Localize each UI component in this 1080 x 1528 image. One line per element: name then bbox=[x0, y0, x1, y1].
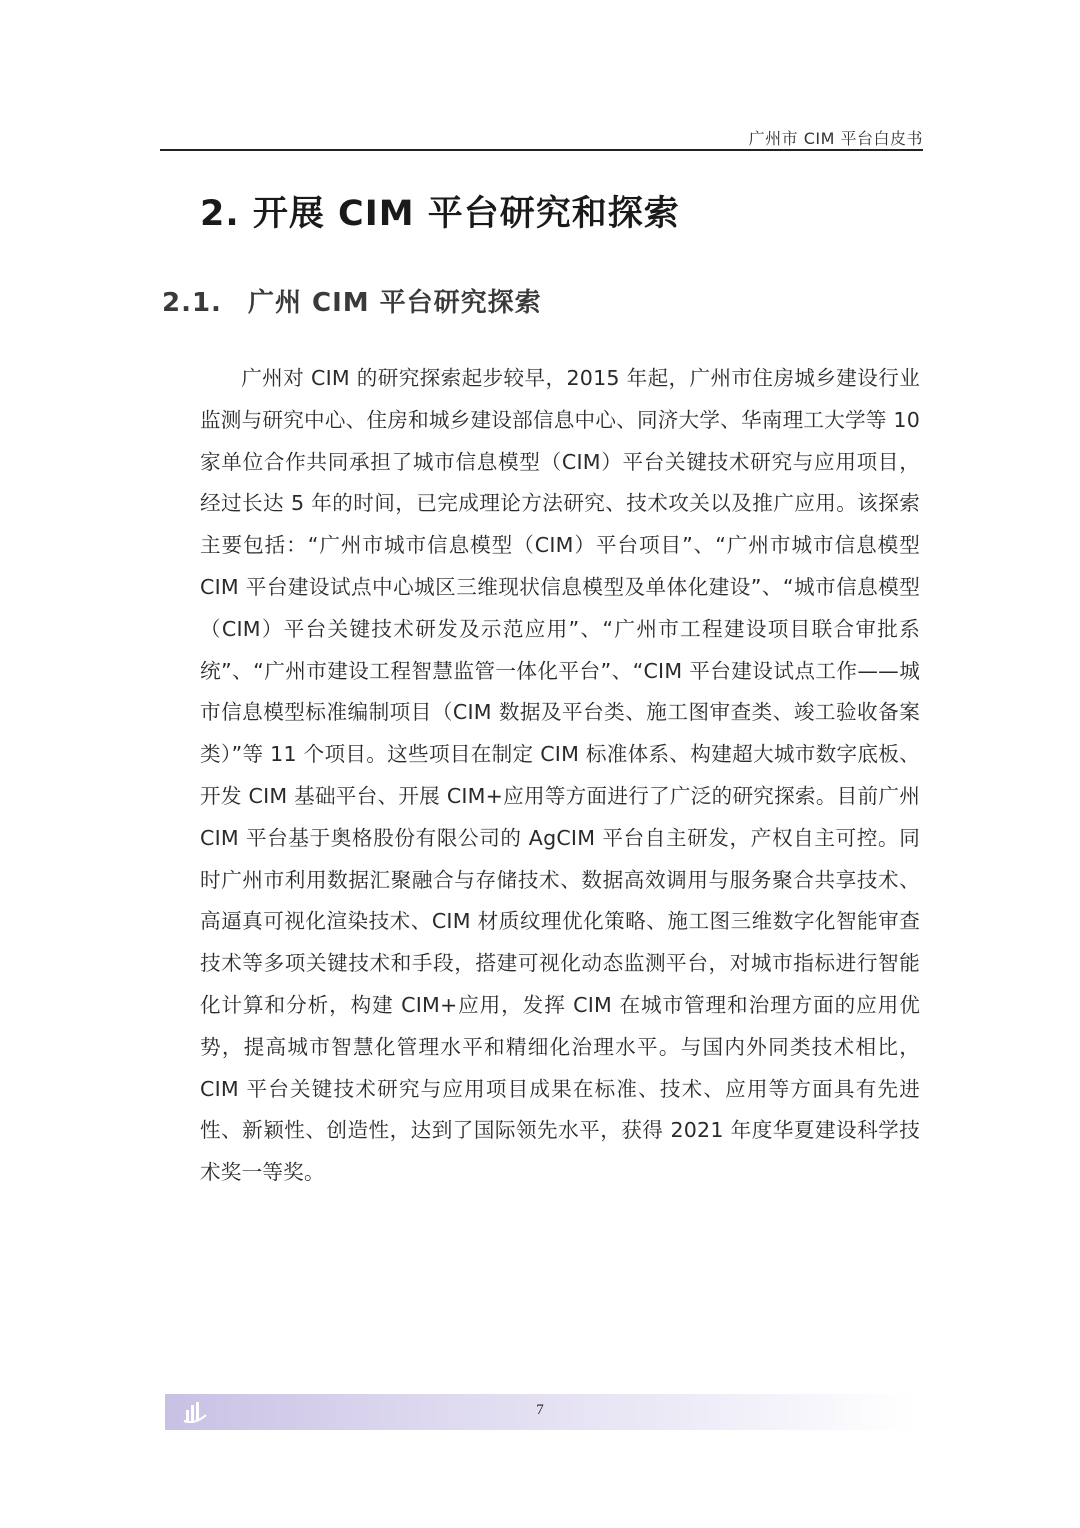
section-title: 广州 CIM 平台研究探索 bbox=[247, 288, 542, 318]
page-number: 7 bbox=[536, 1402, 544, 1418]
body-paragraph: 广州对 CIM 的研究探索起步较早，2015 年起，广州市住房城乡建设行业监测与研究中心、住房和城乡建设部信息中心、同济大学、华南理工大学等 10 家单位合作共同承担了城市信息模型（CIM）平台关键技术研究与应用项目，经过长达 5 年的时间，已完成理论方法研究、技术攻关以及推广应用。该探索主要包括：“广州市城市信息模型（CIM）平台项目”、“广州市城市信息模型 CIM 平台建设试点中心城区三维现状信息模型及单体化建设”、“城市信息模型（CIM）平台关键技术研发及示范应用”、“广州市工程建设项目联合审批系统”、“广州市建设工程智慧监管一体化平台”、“CIM 平台建设试点工作——城市信息模型标准编制项目（CIM 数据及平台类、施工图审查类、竣工验收备案类）”等 11 个项目。这些项目在制定 CIM 标准体系、构建超大城市数字底板、开发 CIM 基础平台、开展 CIM+应用等方面进行了广泛的研究探索。目前广州 CIM 平台基于奥格股份有限公司的 AgCIM 平台自主研发，产权自主可控。同时广州市利用数据汇聚融合与存储技术、数据高效调用与服务聚合共享技术、高逼真可视化渲染技术、CIM 材质纹理优化策略、施工图三维数字化智能审查技术等多项关键技术和手段，搭建可视化动态监测平台，对城市指标进行智能化计算和分析，构建 CIM+应用，发挥 CIM 在城市管理和治理方面的应用优势，提高城市智慧化管理水平和精细化治理水平。与国内外同类技术相比，CIM 平台关键技术研究与应用项目成果在标准、技术、应用等方面具有先进性、新颖性、创造性，达到了国际领先水平，获得 2021 年度华夏建设科学技术奖一等奖。 bbox=[200, 366, 920, 1185]
section-heading bbox=[162, 282, 542, 319]
running-header: 广州市 CIM 平台白皮书 bbox=[748, 129, 923, 148]
section-number: 2.1. bbox=[162, 288, 222, 318]
chapter-title: 2. 开展 CIM 平台研究和探索 bbox=[200, 194, 680, 234]
header-rule bbox=[160, 149, 923, 151]
footer-bar bbox=[165, 1394, 915, 1430]
